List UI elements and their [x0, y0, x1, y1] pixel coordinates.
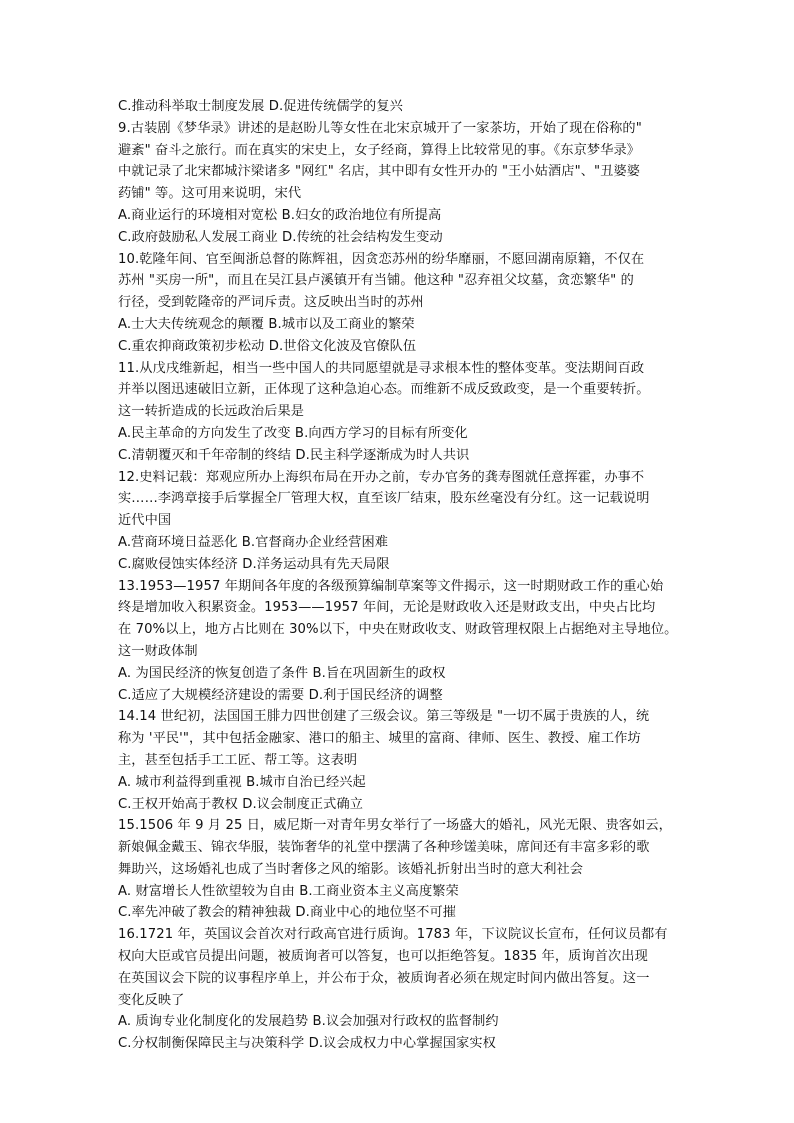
question-15 — [118, 815, 678, 924]
q16-stem-line: 在英国议会下院的议事程序单上，并公布于众，被质询者必须在规定时间内做出答复。这一 — [118, 970, 650, 986]
q11-stem-line: 并举以图迅速破旧立新，正体现了这种急迫心态。而维新不成反致政变，是一个重要转折。 — [118, 382, 650, 398]
question-13 — [118, 576, 678, 707]
q16-stem-line: 权向大臣或官员提出问题，被质询者可以答复，也可以拒绝答复。1835 年，质询首次出现 — [118, 949, 648, 965]
q15-options-cd: C.率先冲破了教会的精神独裁 D.商业中心的地位坚不可摧 — [118, 905, 457, 921]
q16-stem-line: 变化反映了 — [118, 992, 185, 1008]
q13-options-cd: C.适应了大规模经济建设的需要 D.利于国民经济的调整 — [118, 687, 443, 703]
q9-stem-line: 9.古装剧《梦华录》讲述的是赵盼儿等女性在北宋京城开了一家茶坊，开始了现在俗称的" — [118, 120, 642, 136]
q11-options-cd: C.清朝覆灭和千年帝制的终结 D.民主科学逐渐成为时人共识 — [118, 447, 470, 463]
q15-stem-line: 新娘佩金戴玉、锦衣华服，装饰奢华的礼堂中摆满了各种珍馐美味，席间还有丰富多彩的歌 — [118, 840, 650, 856]
q14-stem-line: 主，甚至包括手工工匠、帮工等。这表明 — [118, 752, 358, 768]
q12-stem-line: 近代中国 — [118, 513, 172, 529]
q13-stem-line: 13.1953—1957 年期间各年度的各级预算编制草案等文件揭示，这一时期财政工作的重心始 — [118, 578, 664, 594]
q13-stem-line: 在 70%以上，地方占比则在 30%以下，中央在财政收支、财政管理权限上占据绝对主导地位。 — [118, 622, 678, 638]
question-14 — [118, 706, 678, 815]
q13-options-ab: A. 为国民经济的恢复创造了条件 B.旨在巩固新生的政权 — [118, 665, 446, 681]
q11-options-ab: A.民主革命的方向发生了改变 B.向西方学习的目标有所变化 — [118, 425, 468, 441]
q12-stem-line: 12.史料记载：郑观应所办上海织布局在开办之前，专办官务的龚寿图就任意挥霍，办事不 — [118, 469, 645, 485]
q16-options-cd: C.分权制衡保障民主与决策科学 D.议会成权力中心掌握国家实权 — [118, 1036, 496, 1052]
question-11 — [118, 358, 678, 467]
q9-options-ab: A.商业运行的环境相对宽松 B.妇女的政治地位有所提高 — [118, 207, 442, 223]
q14-options-cd: C.王权开始高于教权 D.议会制度正式确立 — [118, 796, 364, 812]
q15-stem-line: 15.1506 年 9 月 25 日，威尼斯一对青年男女举行了一场盛大的婚礼，风光无限、贵客如云， — [118, 818, 672, 834]
document-page — [118, 96, 678, 1055]
q12-options-ab: A.营商环境日益恶化 B.官督商办企业经营困难 — [118, 534, 389, 550]
q10-options-ab: A.士大夫传统观念的颠覆 B.城市以及工商业的繁荣 — [118, 316, 415, 332]
q10-stem-line: 10.乾隆年间、官至闽浙总督的陈辉祖，因贪恋苏州的纷华靡丽，不愿回湖南原籍，不仅在 — [118, 251, 645, 267]
q11-stem-line: 11.从戊戌维新起，相当一些中国人的共同愿望就是寻求根本性的整体变革。变法期间百政 — [118, 360, 645, 376]
q11-stem-line: 这一转折造成的长远政治后果是 — [118, 404, 305, 420]
question-9 — [118, 118, 678, 249]
question-16 — [118, 924, 678, 1055]
q9-options-cd: C.政府鼓励私人发展工商业 D.传统的社会结构发生变动 — [118, 229, 443, 245]
question-12 — [118, 467, 678, 576]
q14-options-ab: A. 城市利益得到重视 B.城市自治已经兴起 — [118, 774, 366, 790]
q10-options-cd: C.重农抑商政策初步松动 D.世俗文化波及官僚队伍 — [118, 338, 417, 354]
q9-stem-line: 避紊" 奋斗之旅行。而在真实的宋史上，女子经商，算得上比较常见的事。《东京梦华录》 — [118, 142, 641, 158]
q9-stem-line: 中就记录了北宋都城汴梁诸多 "网红" 名店，其中即有女性开办的 "王小姑酒店"、"丑婆婆 — [118, 164, 641, 180]
q15-stem-line: 舞助兴，这场婚礼也成了当时奢侈之风的缩影。该婚礼折射出当时的意大利社会 — [118, 861, 584, 877]
q13-stem-line: 终是增加收入积累资金。1953——1957 年间，无论是财政收入还是财政支出，中央占比均 — [118, 600, 656, 616]
q9-stem-line: 药铺" 等。这可用来说明，宋代 — [118, 186, 302, 202]
q10-stem-line: 苏州 "买房一所"，而且在吴江县卢溪镇开有当铺。他这种 "忍弃祖父坟墓，贪恋繁华" 的 — [118, 273, 634, 289]
q16-stem-line: 16.1721 年，英国议会首次对行政高官进行质询。1783 年，下议院议长宣布，任何议员都有 — [118, 927, 668, 943]
q8-options-cd: C.推动科举取士制度发展 D.促进传统儒学的复兴 — [118, 99, 403, 114]
q14-stem-line: 称为 '平民'"，其中包括金融家、港口的船主、城里的富商、律师、医生、教授、雇工作坊 — [118, 731, 641, 747]
q16-options-ab: A. 质询专业化制度化的发展趋势 B.议会加强对行政权的监督制约 — [118, 1014, 499, 1030]
q10-stem-line: 行径，受到乾隆帝的严词斥责。这反映出当时的苏州 — [118, 295, 424, 311]
q12-options-cd: C.腐败侵蚀实体经济 D.洋务运动具有先天局限 — [118, 556, 390, 572]
q12-stem-line: 实……李鸿章接手后掌握全厂管理大权，直至该厂结束，股东丝毫没有分红。这一记载说明 — [118, 491, 650, 507]
q14-stem-line: 14.14 世纪初，法国国王腓力四世创建了三级会议。第三等级是 "一切不属于贵族的人，统 — [118, 709, 650, 725]
q15-options-ab: A. 财富增长人性欲望较为自由 B.工商业资本主义高度繁荣 — [118, 883, 459, 899]
question-10 — [118, 249, 678, 358]
q13-stem-line: 这一财政体制 — [118, 643, 198, 659]
